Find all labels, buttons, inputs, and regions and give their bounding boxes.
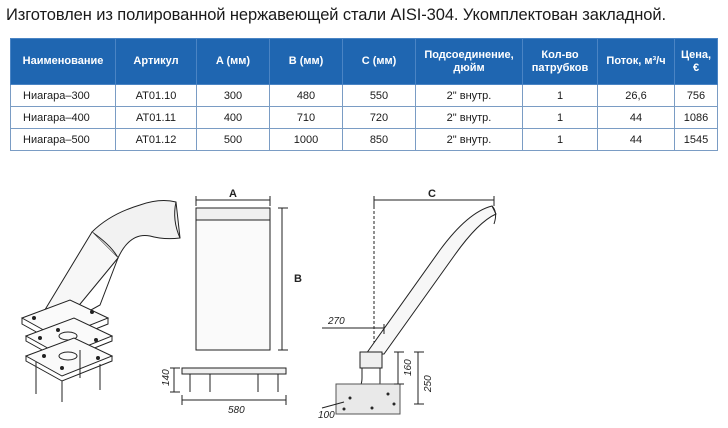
col-header-nozzles: Кол-во патрубков (523, 39, 598, 85)
cell-connection: 2" внутр. (416, 129, 523, 151)
cell-b: 480 (270, 85, 343, 107)
side-view (322, 196, 496, 414)
dim-label-580: 580 (228, 405, 245, 416)
dim-label-160: 160 (403, 359, 414, 376)
dim-label-a: A (229, 188, 237, 200)
cell-nozzles: 1 (523, 85, 598, 107)
cell-name: Ниагара–500 (11, 129, 116, 151)
dim-label-100: 100 (318, 410, 335, 421)
cell-article: AT01.10 (116, 85, 197, 107)
col-header-c: C (мм) (343, 39, 416, 85)
cell-nozzles: 1 (523, 129, 598, 151)
isometric-view (22, 201, 180, 402)
cell-a: 300 (197, 85, 270, 107)
col-header-b: B (мм) (270, 39, 343, 85)
front-view (170, 196, 288, 405)
cell-c: 720 (343, 107, 416, 129)
cell-price: 1545 (675, 129, 718, 151)
col-header-a: A (мм) (197, 39, 270, 85)
dim-label-b: B (294, 273, 302, 285)
cell-flow: 44 (598, 107, 675, 129)
col-header-connection: Подсоединение, дюйм (416, 39, 523, 85)
col-header-article: Артикул (116, 39, 197, 85)
cell-article: AT01.12 (116, 129, 197, 151)
cell-flow: 26,6 (598, 85, 675, 107)
dim-label-270: 270 (328, 316, 345, 327)
cell-name: Ниагара–300 (11, 85, 116, 107)
dim-label-250: 250 (423, 375, 434, 392)
col-header-price: Цена, € (675, 39, 718, 85)
cell-a: 500 (197, 129, 270, 151)
cell-c: 850 (343, 129, 416, 151)
col-header-flow: Поток, м³/ч (598, 39, 675, 85)
cell-article: AT01.11 (116, 107, 197, 129)
cell-c: 550 (343, 85, 416, 107)
dim-label-c: C (428, 188, 436, 200)
cell-b: 1000 (270, 129, 343, 151)
cell-flow: 44 (598, 129, 675, 151)
cell-b: 710 (270, 107, 343, 129)
cell-a: 400 (197, 107, 270, 129)
dim-label-140: 140 (161, 369, 172, 386)
cell-nozzles: 1 (523, 107, 598, 129)
cell-connection: 2" внутр. (416, 85, 523, 107)
page-heading: Изготовлен из полированной нержавеющей стали AISI-304. Укомплектован закладной. (6, 6, 666, 24)
cell-price: 756 (675, 85, 718, 107)
cell-price: 1086 (675, 107, 718, 129)
col-header-name: Наименование (11, 39, 116, 85)
cell-connection: 2" внутр. (416, 107, 523, 129)
cell-name: Ниагара–400 (11, 107, 116, 129)
